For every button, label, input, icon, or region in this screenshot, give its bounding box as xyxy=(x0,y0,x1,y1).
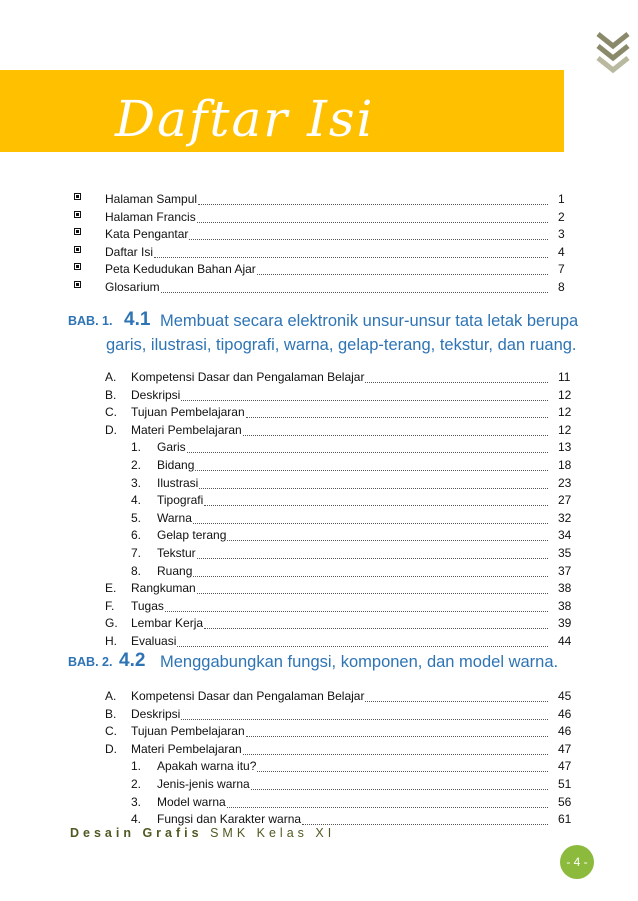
toc-leader-dots xyxy=(365,374,548,383)
toc-leader-dots xyxy=(161,284,548,293)
toc-label: Tipografi xyxy=(157,493,204,508)
toc-label: Halaman Sampul xyxy=(105,192,198,206)
toc-label: Kompetensi Dasar dan Pengalaman Belajar xyxy=(131,689,365,703)
toc-entry[interactable] xyxy=(0,386,638,402)
toc-entry[interactable] xyxy=(0,687,638,703)
toc-page-number: 12 xyxy=(558,405,572,420)
toc-label: Apakah warna itu? xyxy=(157,759,257,774)
toc-page-number: 44 xyxy=(558,634,572,648)
toc-entry[interactable] xyxy=(0,722,638,738)
toc-label: Deskripsi xyxy=(131,706,181,721)
toc-marker: 3. xyxy=(131,794,142,809)
toc-leader-dots xyxy=(197,585,548,594)
toc-page-number: 47 xyxy=(558,741,572,756)
bab1-title-line1: Membuat secara elektronik unsur-unsur tata letak berupa xyxy=(160,312,579,330)
toc-label: Tujuan Pembelajaran xyxy=(131,724,245,739)
toc-entry[interactable] xyxy=(0,757,638,773)
toc-marker: 8. xyxy=(131,563,142,578)
toc-marker: A. xyxy=(105,689,117,703)
toc-marker: 2. xyxy=(131,777,142,791)
bab1-number: 4.1 xyxy=(124,309,151,330)
toc-page-number: 11 xyxy=(558,370,571,384)
toc-marker: G. xyxy=(105,616,118,631)
toc-label: Bidang xyxy=(157,458,195,472)
toc-entry[interactable] xyxy=(0,526,638,542)
toc-label: Model warna xyxy=(157,794,226,809)
toc-page-number: 45 xyxy=(558,689,572,703)
toc-leader-dots xyxy=(204,497,548,506)
toc-label: Evaluasi xyxy=(131,634,177,648)
toc-entry[interactable] xyxy=(0,421,638,437)
toc-label: Kompetensi Dasar dan Pengalaman Belajar xyxy=(131,370,365,384)
toc-entry[interactable] xyxy=(0,278,638,294)
toc-leader-dots xyxy=(189,231,548,240)
toc-entry[interactable] xyxy=(0,225,638,241)
footer-class: SMK Kelas XI xyxy=(210,826,336,840)
toc-page-number: 46 xyxy=(558,724,572,739)
checkbox-bullet-icon xyxy=(74,211,81,218)
toc-page-number: 7 xyxy=(558,262,565,276)
toc-page-number: 18 xyxy=(558,458,572,472)
toc-page-number: 34 xyxy=(558,528,572,543)
toc-marker: 3. xyxy=(131,475,142,490)
toc-marker: F. xyxy=(105,598,115,613)
toc-entry[interactable] xyxy=(0,579,638,595)
bab2-number: 4.2 xyxy=(119,650,146,671)
toc-label: Warna xyxy=(157,510,192,525)
toc-marker: H. xyxy=(105,634,117,648)
toc-entry[interactable] xyxy=(0,456,638,472)
toc-marker: 7. xyxy=(131,546,142,560)
toc-entry[interactable] xyxy=(0,208,638,224)
toc-leader-dots xyxy=(181,392,548,401)
toc-label: Garis xyxy=(157,440,186,455)
toc-entry[interactable] xyxy=(0,403,638,419)
bab2-title-line1: Menggabungkan fungsi, komponen, dan model warna. xyxy=(160,653,559,671)
toc-label: Ilustrasi xyxy=(157,475,199,490)
footer xyxy=(70,826,335,840)
checkbox-bullet-icon xyxy=(74,246,81,253)
toc-page-number: 12 xyxy=(558,422,572,437)
toc-label: Tekstur xyxy=(157,546,196,560)
toc-page-number: 61 xyxy=(558,812,572,827)
toc-page-number: 4 xyxy=(558,244,565,259)
toc-leader-dots xyxy=(195,462,548,471)
toc-leader-dots xyxy=(227,532,548,541)
toc-page-number: 1 xyxy=(558,192,565,206)
toc-entry[interactable] xyxy=(0,562,638,578)
toc-entry[interactable] xyxy=(0,438,638,454)
toc-leader-dots xyxy=(243,427,548,436)
page-number-badge: - 4 - xyxy=(560,845,594,879)
toc-label: Gelap terang xyxy=(157,528,227,543)
checkbox-bullet-icon xyxy=(74,263,81,270)
toc-entry[interactable] xyxy=(0,705,638,721)
toc-leader-dots xyxy=(257,763,548,772)
toc-page-number: 8 xyxy=(558,279,565,294)
checkbox-bullet-icon xyxy=(74,281,81,288)
toc-label: Materi Pembelajaran xyxy=(131,422,242,437)
toc-leader-dots xyxy=(193,568,548,577)
toc-marker: B. xyxy=(105,387,117,402)
toc-page-number: 12 xyxy=(558,387,572,402)
toc-marker: 1. xyxy=(131,759,142,774)
toc-entry[interactable] xyxy=(0,810,638,826)
checkbox-bullet-icon xyxy=(74,228,81,235)
toc-page-number: 37 xyxy=(558,563,572,578)
bab1-title-line2: garis, ilustrasi, tipografi, warna, gelap-terang, tekstur, dan ruang. xyxy=(106,336,577,354)
toc-entry[interactable] xyxy=(0,544,638,560)
toc-marker: B. xyxy=(105,706,117,721)
toc-label: Tujuan Pembelajaran xyxy=(131,405,245,420)
toc-leader-dots xyxy=(197,214,548,223)
toc-label: Daftar Isi xyxy=(105,244,154,259)
page-title: Daftar Isi xyxy=(115,90,375,148)
toc-entry[interactable] xyxy=(0,474,638,490)
toc-marker: C. xyxy=(105,724,117,739)
toc-page-number: 56 xyxy=(558,794,572,809)
toc-entry[interactable] xyxy=(0,260,638,276)
toc-page-number: 13 xyxy=(558,440,572,455)
toc-leader-dots xyxy=(154,249,548,258)
toc-label: Glosarium xyxy=(105,279,160,294)
toc-entry[interactable] xyxy=(0,190,638,206)
toc-entry[interactable] xyxy=(0,597,638,613)
toc-marker: 6. xyxy=(131,528,142,543)
toc-marker: 1. xyxy=(131,440,142,455)
toc-leader-dots xyxy=(204,620,548,629)
bab1-label: BAB. 1. xyxy=(68,314,113,328)
bab2-label: BAB. 2. xyxy=(68,655,113,669)
toc-leader-dots xyxy=(257,266,548,275)
toc-entry[interactable] xyxy=(0,368,638,384)
toc-leader-dots xyxy=(302,816,548,825)
toc-leader-dots xyxy=(181,711,548,720)
toc-page-number: 27 xyxy=(558,493,572,508)
toc-page-number: 39 xyxy=(558,616,572,631)
toc-page-number: 47 xyxy=(558,759,572,774)
toc-label: Peta Kedudukan Bahan Ajar xyxy=(105,262,256,276)
toc-page-number: 51 xyxy=(558,777,572,791)
toc-leader-dots xyxy=(246,409,548,418)
toc-entry[interactable] xyxy=(0,491,638,507)
toc-leader-dots xyxy=(187,444,548,453)
toc-leader-dots xyxy=(243,746,548,755)
toc-page-number: 3 xyxy=(558,227,565,241)
checkbox-bullet-icon xyxy=(74,193,81,200)
toc-page-number: 38 xyxy=(558,598,572,613)
toc-entry[interactable] xyxy=(0,509,638,525)
toc-entry[interactable] xyxy=(0,793,638,809)
toc-page-number: 35 xyxy=(558,546,572,560)
chevron-down-icon xyxy=(596,30,630,76)
toc-page-number: 23 xyxy=(558,475,572,490)
toc-page-number: 32 xyxy=(558,510,572,525)
toc-leader-dots xyxy=(193,515,548,524)
toc-marker: 4. xyxy=(131,493,142,508)
toc-marker: D. xyxy=(105,422,117,437)
toc-entry[interactable] xyxy=(0,775,638,791)
toc-page-number: 46 xyxy=(558,706,572,721)
toc-marker: 2. xyxy=(131,458,142,472)
toc-label: Ruang xyxy=(157,563,193,578)
toc-leader-dots xyxy=(251,781,548,790)
toc-leader-dots xyxy=(365,693,548,702)
toc-entry[interactable] xyxy=(0,614,638,630)
toc-entry[interactable] xyxy=(0,740,638,756)
toc-label: Halaman Francis xyxy=(105,209,196,224)
toc-label: Rangkuman xyxy=(131,581,196,596)
toc-leader-dots xyxy=(246,728,548,737)
toc-marker: A. xyxy=(105,370,117,384)
toc-label: Tugas xyxy=(131,598,164,613)
toc-leader-dots xyxy=(197,550,548,559)
toc-leader-dots xyxy=(199,480,548,489)
toc-label: Jenis-jenis warna xyxy=(157,777,250,791)
toc-leader-dots xyxy=(165,603,548,612)
toc-marker: E. xyxy=(105,581,117,596)
toc-marker: D. xyxy=(105,741,117,756)
toc-marker: C. xyxy=(105,405,117,420)
toc-marker: 5. xyxy=(131,510,142,525)
toc-leader-dots xyxy=(177,638,548,647)
toc-label: Fungsi dan Karakter warna xyxy=(157,812,302,827)
toc-label: Lembar Kerja xyxy=(131,616,204,631)
footer-subject: Desain Grafis xyxy=(70,826,203,840)
toc-label: Materi Pembelajaran xyxy=(131,741,242,756)
toc-marker: 4. xyxy=(131,812,142,827)
toc-leader-dots xyxy=(198,196,548,205)
toc-label: Kata Pengantar xyxy=(105,227,189,241)
toc-leader-dots xyxy=(227,799,548,808)
toc-entry[interactable] xyxy=(0,632,638,648)
toc-page-number: 38 xyxy=(558,581,572,596)
toc-entry[interactable] xyxy=(0,243,638,259)
toc-label: Deskripsi xyxy=(131,387,181,402)
toc-page-number: 2 xyxy=(558,209,565,224)
